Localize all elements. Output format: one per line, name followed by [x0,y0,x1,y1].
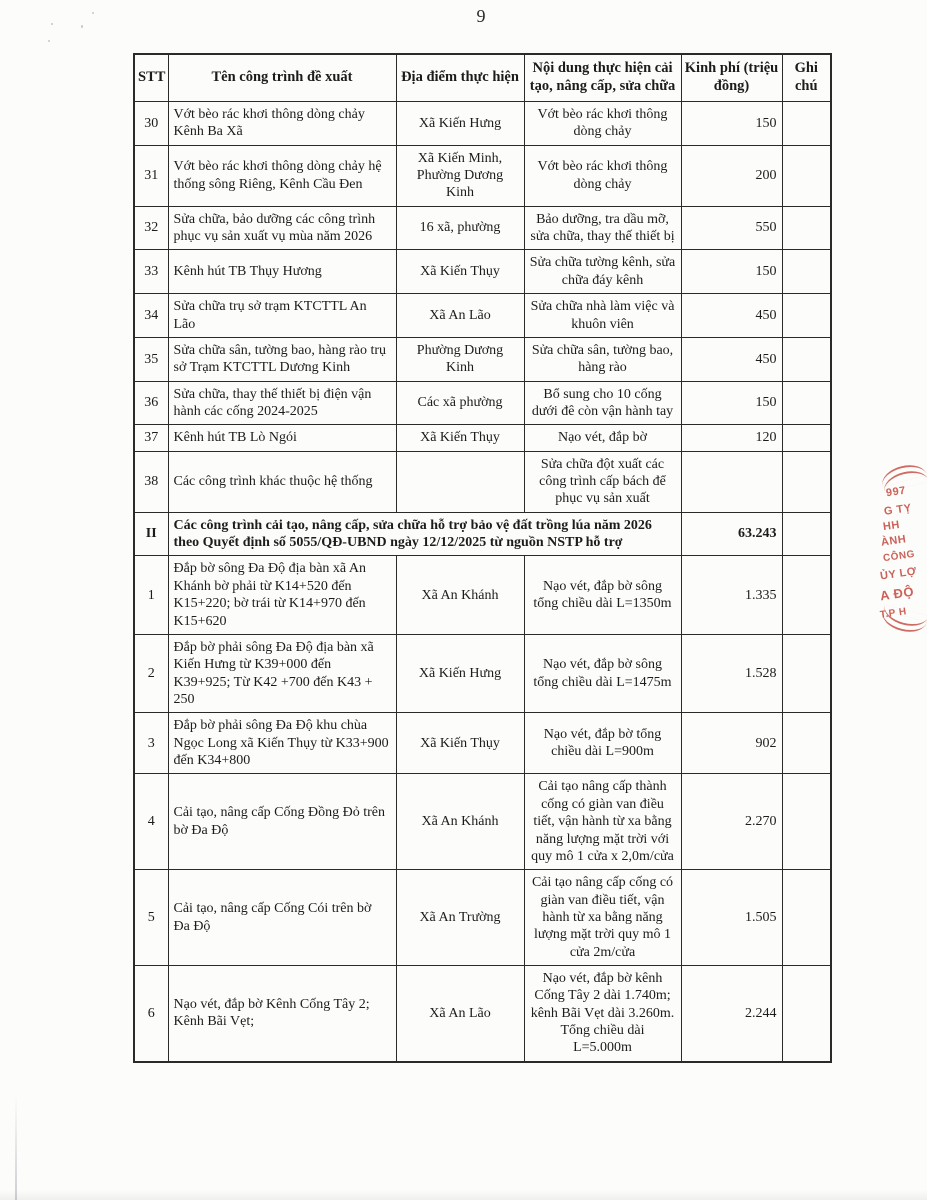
cell-ghichu [782,101,831,145]
stamp-text-line: HH [882,518,901,534]
cell-ghichu [782,774,831,870]
cell-diadiem: Xã Kiến Thụy [396,250,524,294]
cell-stt: 35 [134,337,168,381]
cell-stt: 6 [134,966,168,1062]
cell-kinhphi: 450 [681,337,782,381]
table-row [134,870,831,966]
cell-stt: 36 [134,381,168,425]
cell-noidung: Cải tạo nâng cấp cống có giàn van điều tiết, vận hành từ xa bằng năng lượng mặt trời quy mô 1 cửa 2m/cửa [524,870,681,966]
table-row [134,250,831,294]
cell-kinhphi: 150 [681,250,782,294]
cell-ghichu [782,145,831,206]
cell-ghichu [782,294,831,338]
stamp-text-line: A ĐỘ [879,583,915,604]
cell-ten: Đắp bờ sông Đa Độ địa bàn xã An Khánh bờ phải từ K14+520 đến K15+220; bờ trái từ K14+970 đến K15+620 [168,556,396,634]
table-row [134,966,831,1062]
cell-ghichu [782,250,831,294]
stamp-arc-top-outer [879,461,927,487]
cell-diadiem: Xã Kiến Thụy [396,425,524,451]
cell-noidung: Bảo dưỡng, tra dầu mỡ, sửa chữa, thay thế thiết bị [524,206,681,250]
pencil-speck [92,12,94,14]
table-row [134,774,831,870]
cell-noidung: Sửa chữa đột xuất các công trình cấp bách để phục vụ sản xuất [524,451,681,512]
cell-kinhphi: 1.335 [681,556,782,634]
cell-noidung: Nạo vét, đắp bờ [524,425,681,451]
table-row [134,337,831,381]
cell-ten: Sửa chữa trụ sở trạm KTCTTL An Lão [168,294,396,338]
header-row [134,54,831,101]
cell-kinhphi: 902 [681,713,782,774]
pencil-speck [51,23,53,25]
cell-stt: 32 [134,206,168,250]
cell-ghichu [782,512,831,556]
cell-text: Các công trình cải tạo, nâng cấp, sửa chữa hỗ trợ bảo vệ đất trồng lúa năm 2026 theo Quyết định số 5055/QĐ-UBND ngày 12/12/2025 từ nguồn NSTP hỗ trợ [168,512,681,556]
cell-ghichu [782,451,831,512]
cell-ghichu [782,206,831,250]
cell-ten: Cải tạo, nâng cấp Cống Đồng Đỏ trên bờ Đa Độ [168,774,396,870]
cell-ghichu [782,381,831,425]
cell-noidung: Vớt bèo rác khơi thông dòng chảy [524,145,681,206]
cell-stt: 3 [134,713,168,774]
cell-ten: Vớt bèo rác khơi thông dòng chảy Kênh Ba Xã [168,101,396,145]
cell-ten: Cải tạo, nâng cấp Cống Cói trên bờ Đa Độ [168,870,396,966]
cell-stt: 30 [134,101,168,145]
cell-noidung: Sửa chữa tường kênh, sửa chữa đáy kênh [524,250,681,294]
cell-ghichu [782,425,831,451]
table-row [134,206,831,250]
cell-stt: II [134,512,168,556]
cell-ghichu [782,556,831,634]
cell-noidung: Sửa chữa nhà làm việc và khuôn viên [524,294,681,338]
stamp-arc-bottom-outer [879,611,927,637]
cell-diadiem: Phường Dương Kinh [396,337,524,381]
cell-stt: 34 [134,294,168,338]
project-table-body [134,101,831,1061]
cell-ten: Sửa chữa, thay thế thiết bị điện vận hành các cống 2024-2025 [168,381,396,425]
cell-noidung: Nạo vét, đắp bờ sông tổng chiều dài L=1350m [524,556,681,634]
cell-ghichu [782,634,831,712]
stamp-text-line: T.P H [879,606,908,621]
table-row [134,294,831,338]
stamp-arc-bottom-inner [881,605,927,631]
header-dia-diem: Địa điểm thực hiện [396,54,524,101]
table-row [134,425,831,451]
cell-ghichu [782,337,831,381]
table-row [134,634,831,712]
cell-noidung: Bổ sung cho 10 cống dưới đê còn vận hành tay [524,381,681,425]
cell-kinhphi: 63.243 [681,512,782,556]
cell-diadiem: Các xã phường [396,381,524,425]
cell-ten: Nạo vét, đắp bờ Kênh Cống Tây 2; Kênh Bãi Vẹt; [168,966,396,1062]
cell-noidung: Cải tạo nâng cấp thành cống có giàn van điều tiết, vận hành từ xa bằng năng lượng mặt trời với quy mô 1 cửa x 2,0m/cửa [524,774,681,870]
cell-diadiem: Xã Kiến Minh, Phường Dương Kinh [396,145,524,206]
section-row [134,512,831,556]
header-kinh-phi: Kinh phí (triệu đồng) [681,54,782,101]
cell-ghichu [782,966,831,1062]
table-row [134,713,831,774]
table-row [134,451,831,512]
page-bottom-shadow [0,1190,927,1200]
pencil-speck [48,40,50,42]
cell-kinhphi: 2.244 [681,966,782,1062]
cell-kinhphi: 200 [681,145,782,206]
stamp-text-line: CÔNG [882,548,916,565]
cell-diadiem: Xã An Trường [396,870,524,966]
cell-ten: Sửa chữa, bảo dưỡng các công trình phục vụ sản xuất vụ mùa năm 2026 [168,206,396,250]
scan-edge-artifact [15,1095,17,1200]
stamp-text-line: G TỴ [883,502,913,518]
cell-stt: 33 [134,250,168,294]
cell-kinhphi: 150 [681,101,782,145]
cell-stt: 37 [134,425,168,451]
header-noi-dung: Nội dung thực hiện cải tạo, nâng cấp, sửa chữa [524,54,681,101]
cell-ten: Vớt bèo rác khơi thông dòng chảy hệ thống sông Riêng, Kênh Cầu Đen [168,145,396,206]
cell-noidung: Nạo vét, đắp bờ sông tổng chiều dài L=1475m [524,634,681,712]
cell-kinhphi: 450 [681,294,782,338]
cell-noidung: Vớt bèo rác khơi thông dòng chảy [524,101,681,145]
cell-ten: Các công trình khác thuộc hệ thống [168,451,396,512]
cell-noidung: Nạo vét, đắp bờ kênh Cống Tây 2 dài 1.740m; kênh Bãi Vẹt dài 3.260m. Tổng chiều dài L=5.000m [524,966,681,1062]
cell-diadiem: 16 xã, phường [396,206,524,250]
cell-ten: Kênh hút TB Thụy Hương [168,250,396,294]
cell-diadiem: Xã An Lão [396,966,524,1062]
header-ghi-chu: Ghi chú [782,54,831,101]
cell-noidung: Nạo vét, đắp bờ tổng chiều dài L=900m [524,713,681,774]
table-row [134,556,831,634]
stamp-text-line: 997 [885,484,907,500]
cell-diadiem: Xã Kiến Hưng [396,634,524,712]
stamp-text-line: ỦY LỢ [879,565,918,583]
cell-diadiem: Xã Kiến Thụy [396,713,524,774]
cell-ten: Sửa chữa sân, tường bao, hàng rào trụ sở Trạm KTCTTL Dương Kinh [168,337,396,381]
cell-kinhphi: 1.528 [681,634,782,712]
cell-noidung: Sửa chữa sân, tường bao, hàng rào [524,337,681,381]
table-row [134,101,831,145]
cell-kinhphi: 2.270 [681,774,782,870]
cell-stt: 5 [134,870,168,966]
project-table [133,53,832,1063]
project-table-container [133,53,832,1063]
cell-kinhphi: 550 [681,206,782,250]
header-stt: STT [134,54,168,101]
cell-stt: 38 [134,451,168,512]
cell-kinhphi [681,451,782,512]
cell-kinhphi: 120 [681,425,782,451]
page-number: 9 [476,6,486,26]
cell-ten: Kênh hút TB Lò Ngói [168,425,396,451]
cell-stt: 4 [134,774,168,870]
cell-diadiem: Xã An Khánh [396,556,524,634]
stamp-text-line: ÀNH [880,533,908,549]
red-stamp [878,458,927,633]
header-ten-cong-trinh: Tên công trình đề xuất [168,54,396,101]
table-row [134,145,831,206]
cell-diadiem: Xã Kiến Hưng [396,101,524,145]
cell-ten: Đắp bờ phải sông Đa Độ địa bàn xã Kiến Hưng từ K39+000 đến K39+925; Từ K42 +700 đến K43 + 250 [168,634,396,712]
cell-diadiem [396,451,524,512]
cell-ten: Đắp bờ phải sông Đa Độ khu chùa Ngọc Long xã Kiến Thụy từ K33+900 đến K34+800 [168,713,396,774]
table-row [134,381,831,425]
cell-stt: 2 [134,634,168,712]
cell-stt: 31 [134,145,168,206]
cell-diadiem: Xã An Lão [396,294,524,338]
table-header [134,54,831,101]
cell-kinhphi: 1.505 [681,870,782,966]
cell-ghichu [782,870,831,966]
pencil-speck [81,25,83,28]
stamp-arc-top-inner [881,467,927,493]
cell-ghichu [782,713,831,774]
cell-stt: 1 [134,556,168,634]
cell-diadiem: Xã An Khánh [396,774,524,870]
cell-kinhphi: 150 [681,381,782,425]
